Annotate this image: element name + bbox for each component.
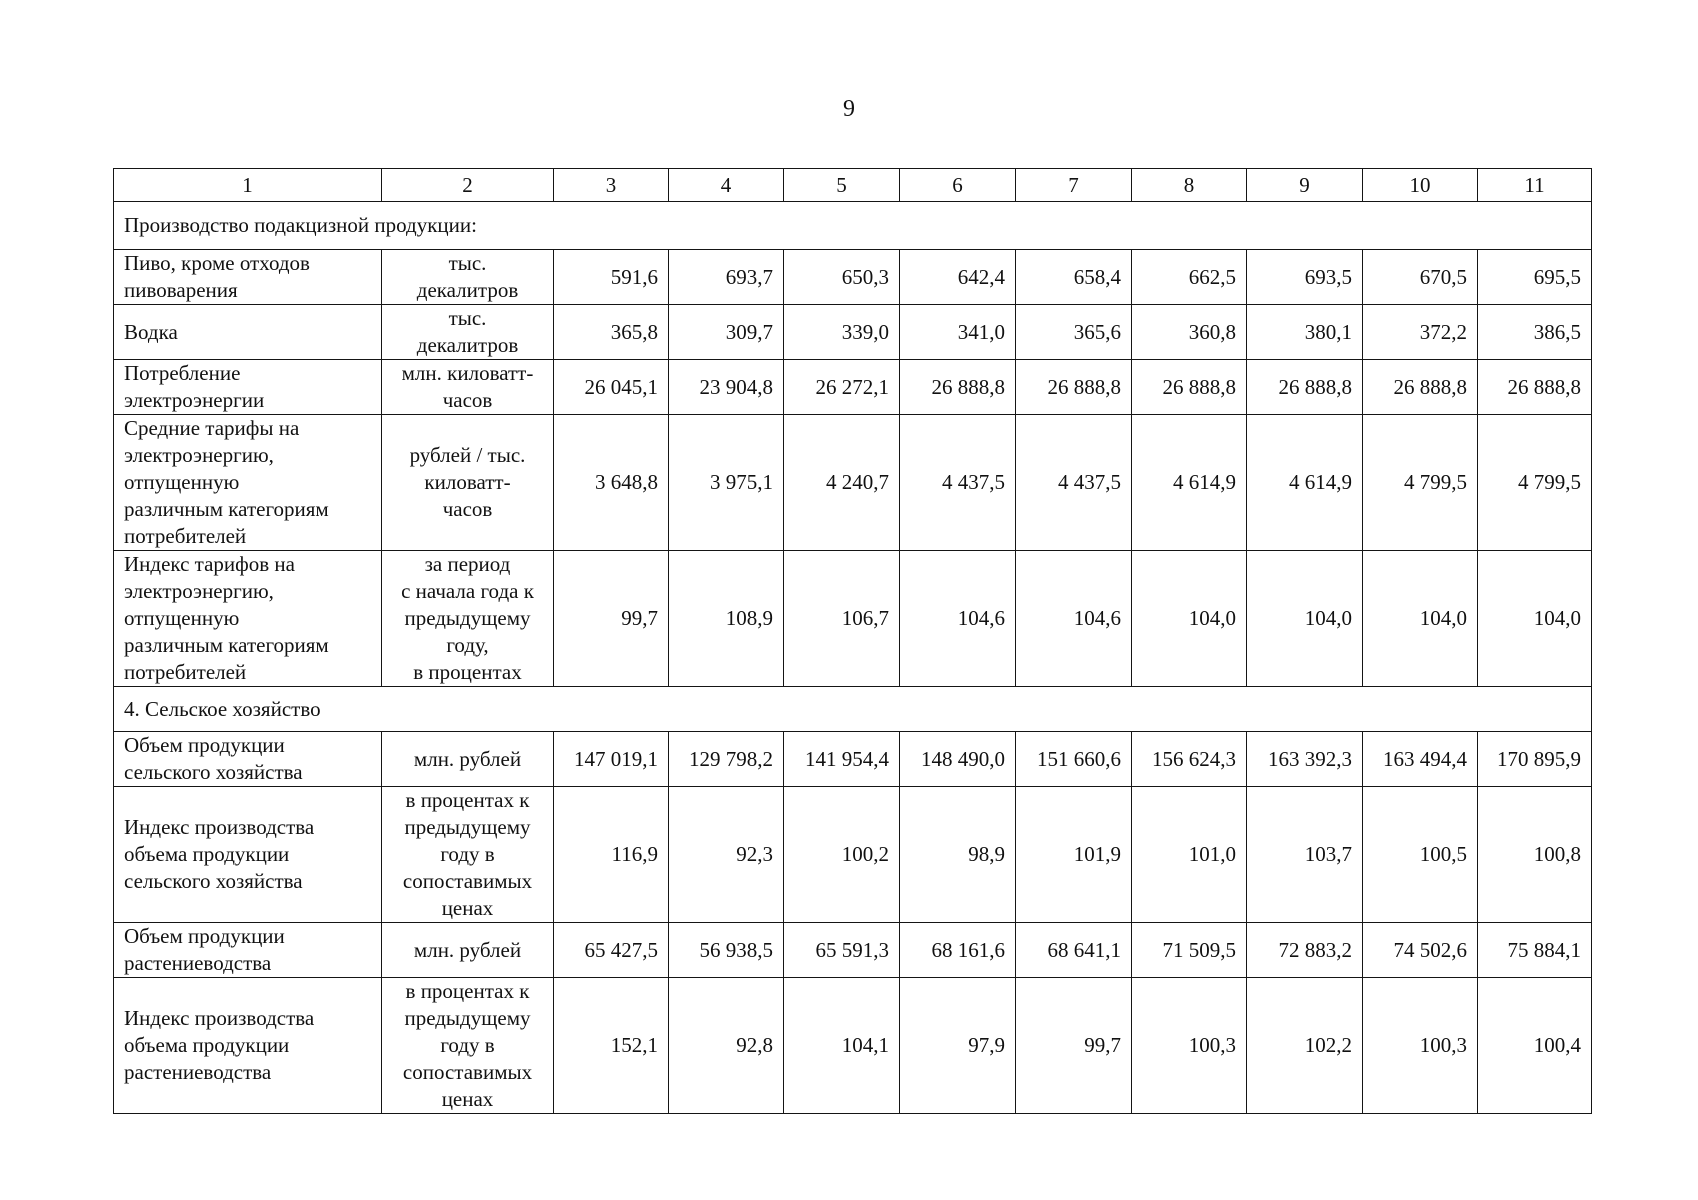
column-number: 7 <box>1016 169 1132 202</box>
value-cell: 360,8 <box>1132 305 1247 360</box>
value-cell: 116,9 <box>554 787 669 923</box>
value-cell: 100,3 <box>1363 978 1478 1114</box>
indicator-label: Средние тарифы на электроэнергию, отпущенную различным категориям потребителей <box>114 415 382 551</box>
value-cell: 99,7 <box>1016 978 1132 1114</box>
value-cell: 65 427,5 <box>554 923 669 978</box>
unit-label: в процентах к предыдущему году в сопоставимых ценах <box>382 978 554 1114</box>
table-row <box>114 360 1592 415</box>
value-cell: 68 161,6 <box>900 923 1016 978</box>
column-number: 3 <box>554 169 669 202</box>
value-cell: 26 888,8 <box>1016 360 1132 415</box>
value-cell: 4 799,5 <box>1363 415 1478 551</box>
indicator-label: Индекс производства объема продукции сельского хозяйства <box>114 787 382 923</box>
column-number: 10 <box>1363 169 1478 202</box>
value-cell: 4 437,5 <box>900 415 1016 551</box>
value-cell: 101,0 <box>1132 787 1247 923</box>
value-cell: 365,6 <box>1016 305 1132 360</box>
value-cell: 156 624,3 <box>1132 732 1247 787</box>
value-cell: 670,5 <box>1363 250 1478 305</box>
value-cell: 104,6 <box>900 551 1016 687</box>
value-cell: 147 019,1 <box>554 732 669 787</box>
column-number: 5 <box>784 169 900 202</box>
value-cell: 99,7 <box>554 551 669 687</box>
value-cell: 3 648,8 <box>554 415 669 551</box>
table-row <box>114 551 1592 687</box>
indicator-label: Пиво, кроме отходов пивоварения <box>114 250 382 305</box>
value-cell: 104,0 <box>1247 551 1363 687</box>
value-cell: 26 888,8 <box>1363 360 1478 415</box>
section-row <box>114 202 1592 250</box>
value-cell: 103,7 <box>1247 787 1363 923</box>
indicator-label: Индекс производства объема продукции растениеводства <box>114 978 382 1114</box>
value-cell: 170 895,9 <box>1478 732 1592 787</box>
value-cell: 98,9 <box>900 787 1016 923</box>
value-cell: 148 490,0 <box>900 732 1016 787</box>
unit-label: млн. киловатт- часов <box>382 360 554 415</box>
value-cell: 100,2 <box>784 787 900 923</box>
value-cell: 108,9 <box>669 551 784 687</box>
value-cell: 163 392,3 <box>1247 732 1363 787</box>
indicator-label: Индекс тарифов на электроэнергию, отпущенную различным категориям потребителей <box>114 551 382 687</box>
value-cell: 26 272,1 <box>784 360 900 415</box>
value-cell: 26 888,8 <box>1132 360 1247 415</box>
value-cell: 92,8 <box>669 978 784 1114</box>
value-cell: 341,0 <box>900 305 1016 360</box>
value-cell: 92,3 <box>669 787 784 923</box>
value-cell: 650,3 <box>784 250 900 305</box>
unit-label: за период с начала года к предыдущему году, в процентах <box>382 551 554 687</box>
column-number: 6 <box>900 169 1016 202</box>
value-cell: 26 888,8 <box>1478 360 1592 415</box>
column-number: 1 <box>114 169 382 202</box>
table-row <box>114 305 1592 360</box>
value-cell: 4 799,5 <box>1478 415 1592 551</box>
value-cell: 163 494,4 <box>1363 732 1478 787</box>
value-cell: 662,5 <box>1132 250 1247 305</box>
section-heading: 4. Сельское хозяйство <box>114 687 1592 732</box>
unit-label: млн. рублей <box>382 923 554 978</box>
indicator-label: Водка <box>114 305 382 360</box>
value-cell: 4 614,9 <box>1132 415 1247 551</box>
value-cell: 72 883,2 <box>1247 923 1363 978</box>
value-cell: 100,8 <box>1478 787 1592 923</box>
value-cell: 693,7 <box>669 250 784 305</box>
table-row <box>114 923 1592 978</box>
value-cell: 380,1 <box>1247 305 1363 360</box>
value-cell: 100,4 <box>1478 978 1592 1114</box>
value-cell: 386,5 <box>1478 305 1592 360</box>
value-cell: 106,7 <box>784 551 900 687</box>
value-cell: 693,5 <box>1247 250 1363 305</box>
value-cell: 695,5 <box>1478 250 1592 305</box>
table-row <box>114 787 1592 923</box>
section-heading: Производство подакцизной продукции: <box>114 202 1592 250</box>
value-cell: 56 938,5 <box>669 923 784 978</box>
value-cell: 339,0 <box>784 305 900 360</box>
value-cell: 152,1 <box>554 978 669 1114</box>
unit-label: млн. рублей <box>382 732 554 787</box>
column-number: 4 <box>669 169 784 202</box>
value-cell: 26 045,1 <box>554 360 669 415</box>
value-cell: 151 660,6 <box>1016 732 1132 787</box>
value-cell: 129 798,2 <box>669 732 784 787</box>
value-cell: 3 975,1 <box>669 415 784 551</box>
value-cell: 4 240,7 <box>784 415 900 551</box>
value-cell: 97,9 <box>900 978 1016 1114</box>
column-number: 11 <box>1478 169 1592 202</box>
value-cell: 65 591,3 <box>784 923 900 978</box>
value-cell: 104,6 <box>1016 551 1132 687</box>
unit-label: в процентах к предыдущему году в сопоставимых ценах <box>382 787 554 923</box>
value-cell: 141 954,4 <box>784 732 900 787</box>
value-cell: 75 884,1 <box>1478 923 1592 978</box>
value-cell: 104,0 <box>1132 551 1247 687</box>
column-number: 8 <box>1132 169 1247 202</box>
data-table <box>113 168 1592 1114</box>
value-cell: 68 641,1 <box>1016 923 1132 978</box>
value-cell: 642,4 <box>900 250 1016 305</box>
value-cell: 4 614,9 <box>1247 415 1363 551</box>
value-cell: 309,7 <box>669 305 784 360</box>
column-number-row <box>114 169 1592 202</box>
column-number: 9 <box>1247 169 1363 202</box>
table-row <box>114 978 1592 1114</box>
value-cell: 71 509,5 <box>1132 923 1247 978</box>
indicator-label: Объем продукции сельского хозяйства <box>114 732 382 787</box>
value-cell: 365,8 <box>554 305 669 360</box>
value-cell: 4 437,5 <box>1016 415 1132 551</box>
value-cell: 26 888,8 <box>900 360 1016 415</box>
unit-label: тыс. декалитров <box>382 250 554 305</box>
column-number: 2 <box>382 169 554 202</box>
value-cell: 591,6 <box>554 250 669 305</box>
value-cell: 23 904,8 <box>669 360 784 415</box>
value-cell: 101,9 <box>1016 787 1132 923</box>
value-cell: 104,1 <box>784 978 900 1114</box>
value-cell: 100,3 <box>1132 978 1247 1114</box>
table-row <box>114 250 1592 305</box>
value-cell: 102,2 <box>1247 978 1363 1114</box>
value-cell: 104,0 <box>1363 551 1478 687</box>
value-cell: 104,0 <box>1478 551 1592 687</box>
table-row <box>114 732 1592 787</box>
value-cell: 26 888,8 <box>1247 360 1363 415</box>
value-cell: 372,2 <box>1363 305 1478 360</box>
indicator-label: Потребление электроэнергии <box>114 360 382 415</box>
page-number: 9 <box>843 96 855 122</box>
section-row <box>114 687 1592 732</box>
unit-label: рублей / тыс. киловатт- часов <box>382 415 554 551</box>
value-cell: 658,4 <box>1016 250 1132 305</box>
unit-label: тыс. декалитров <box>382 305 554 360</box>
indicator-label: Объем продукции растениеводства <box>114 923 382 978</box>
table-row <box>114 415 1592 551</box>
value-cell: 74 502,6 <box>1363 923 1478 978</box>
value-cell: 100,5 <box>1363 787 1478 923</box>
